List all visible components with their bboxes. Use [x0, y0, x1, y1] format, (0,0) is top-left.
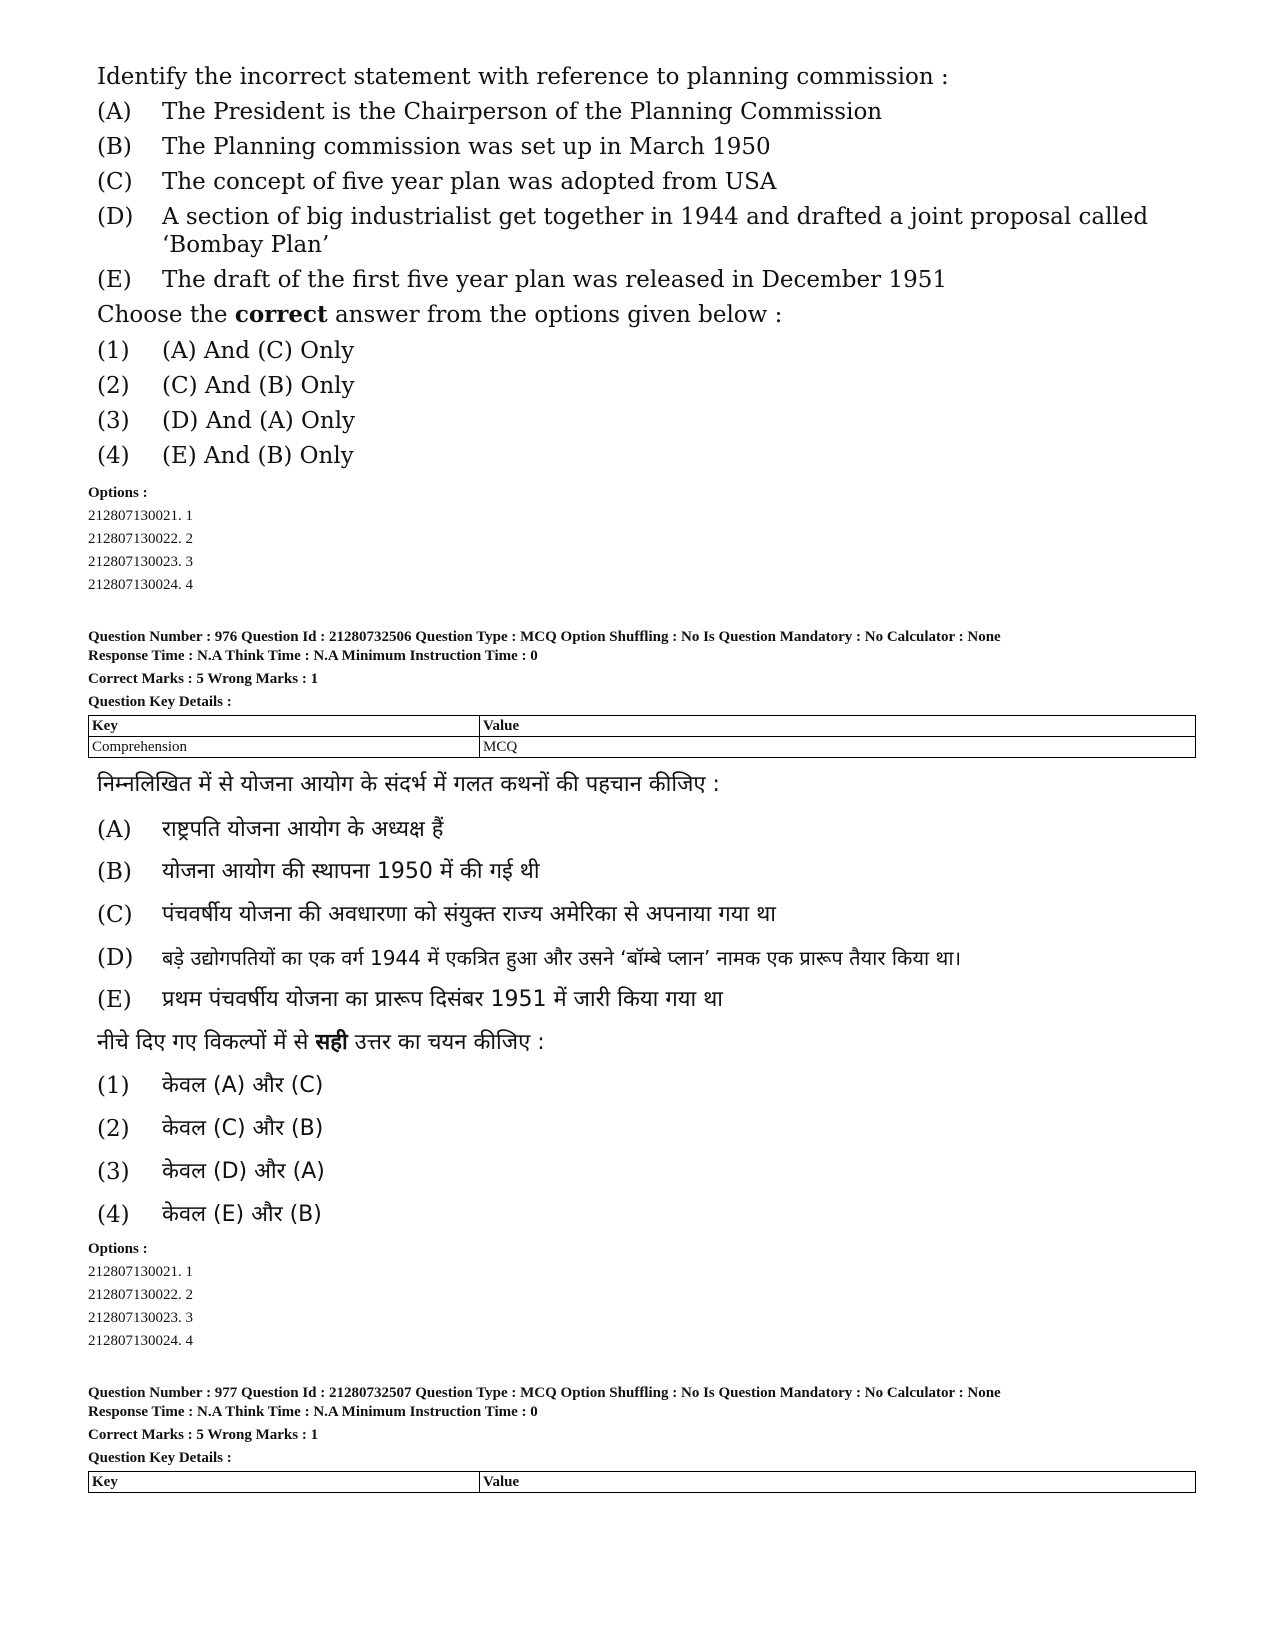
- option-id: 212807130022. 2: [88, 1287, 193, 1303]
- statement-label: (A): [97, 817, 132, 843]
- key-cell: Comprehension: [89, 737, 480, 758]
- answer-text: (A) And (C) Only: [162, 338, 355, 364]
- statement-label: (C): [97, 169, 133, 195]
- question-stem: निम्नलिखित में से योजना आयोग के संदर्भ में गलत कथनों की पहचान कीजिए :: [97, 772, 720, 797]
- option-id: 212807130021. 1: [88, 508, 193, 524]
- question-marks: Correct Marks : 5 Wrong Marks : 1: [88, 1427, 319, 1443]
- question-marks: Correct Marks : 5 Wrong Marks : 1: [88, 671, 319, 687]
- key-header: Key: [89, 1472, 480, 1493]
- option-id: 212807130023. 3: [88, 554, 193, 570]
- option-id: 212807130024. 4: [88, 577, 193, 593]
- answer-label: (1): [97, 1073, 130, 1099]
- statement-label: (B): [97, 859, 132, 885]
- statement-label: (D): [97, 204, 134, 230]
- answer-label: (2): [97, 1116, 130, 1142]
- value-cell: MCQ: [480, 737, 1196, 758]
- question-meta: Response Time : N.A Think Time : N.A Minimum Instruction Time : 0: [88, 1404, 538, 1420]
- answer-text: केवल (C) और (B): [162, 1116, 324, 1141]
- option-id: 212807130024. 4: [88, 1333, 193, 1349]
- emphasis-word: correct: [234, 301, 328, 328]
- value-header: Value: [480, 716, 1196, 737]
- statement-text: The draft of the first five year plan was released in December 1951: [162, 267, 947, 293]
- statement-text: The President is the Chairperson of the Planning Commission: [162, 99, 883, 125]
- key-header: Key: [89, 716, 480, 737]
- value-header: Value: [480, 1472, 1196, 1493]
- answer-label: (3): [97, 1159, 130, 1185]
- answer-text: केवल (E) और (B): [162, 1202, 322, 1227]
- answer-text: (E) And (B) Only: [162, 443, 354, 469]
- table-header-row: [89, 1472, 1196, 1493]
- emphasis-word: सही: [315, 1030, 348, 1055]
- answer-label: (4): [97, 1202, 130, 1228]
- option-id: 212807130021. 1: [88, 1264, 193, 1280]
- table-row: [89, 737, 1196, 758]
- statement-text: The Planning commission was set up in March 1950: [162, 134, 771, 160]
- options-heading: Options :: [88, 1241, 148, 1257]
- option-id: 212807130022. 2: [88, 531, 193, 547]
- question-stem: Identify the incorrect statement with reference to planning commission :: [97, 64, 949, 90]
- table-header-row: [89, 716, 1196, 737]
- statement-label: (E): [97, 987, 132, 1013]
- answer-text: केवल (A) और (C): [162, 1073, 324, 1098]
- statement-label: (D): [97, 945, 134, 971]
- statement-text: A section of big industrialist get together in 1944 and drafted a joint proposal called ‘Bombay Plan’: [162, 204, 1149, 258]
- answer-label: (4): [97, 443, 130, 469]
- statement-label: (B): [97, 134, 132, 160]
- question-meta: Question Number : 976 Question Id : 21280732506 Question Type : MCQ Option Shuffling : No Is Question Mandatory : No Calculator : None: [88, 629, 1001, 645]
- choose-instruction: Choose the correct answer from the options given below :: [97, 301, 783, 328]
- statement-text: राष्ट्रपति योजना आयोग के अध्यक्ष हैं: [162, 817, 444, 842]
- statement-text: प्रथम पंचवर्षीय योजना का प्रारूप दिसंबर 1951 में जारी किया गया था: [162, 987, 723, 1012]
- answer-label: (2): [97, 373, 130, 399]
- answer-text: केवल (D) और (A): [162, 1159, 325, 1184]
- statement-text: पंचवर्षीय योजना की अवधारणा को संयुक्त राज्य अमेरिका से अपनाया गया था: [162, 902, 776, 927]
- statement-text: योजना आयोग की स्थापना 1950 में की गई थी: [162, 859, 540, 884]
- statement-label: (C): [97, 902, 133, 928]
- answer-text: (D) And (A) Only: [162, 408, 356, 434]
- key-details-heading: Question Key Details :: [88, 694, 232, 710]
- statement-label: (E): [97, 267, 132, 293]
- answer-label: (3): [97, 408, 130, 434]
- question-meta: Question Number : 977 Question Id : 21280732507 Question Type : MCQ Option Shuffling : No Is Question Mandatory : No Calculator : None: [88, 1385, 1001, 1401]
- choose-instruction: नीचे दिए गए विकल्पों में से सही उत्तर का चयन कीजिए :: [97, 1030, 545, 1055]
- key-details-table: [88, 1471, 1196, 1493]
- answer-text: (C) And (B) Only: [162, 373, 355, 399]
- question-meta: Response Time : N.A Think Time : N.A Minimum Instruction Time : 0: [88, 648, 538, 664]
- option-id: 212807130023. 3: [88, 1310, 193, 1326]
- key-details-table: [88, 715, 1196, 758]
- statement-text: The concept of five year plan was adopted from USA: [162, 169, 777, 195]
- answer-label: (1): [97, 338, 130, 364]
- options-heading: Options :: [88, 485, 148, 501]
- statement-text: बड़े उद्योगपतियों का एक वर्ग 1944 में एकत्रित हुआ और उसने ‘बॉम्बे प्लान’ नामक एक प्रारूप तैयार किया था।: [162, 946, 962, 970]
- statement-label: (A): [97, 99, 132, 125]
- key-details-heading: Question Key Details :: [88, 1450, 232, 1466]
